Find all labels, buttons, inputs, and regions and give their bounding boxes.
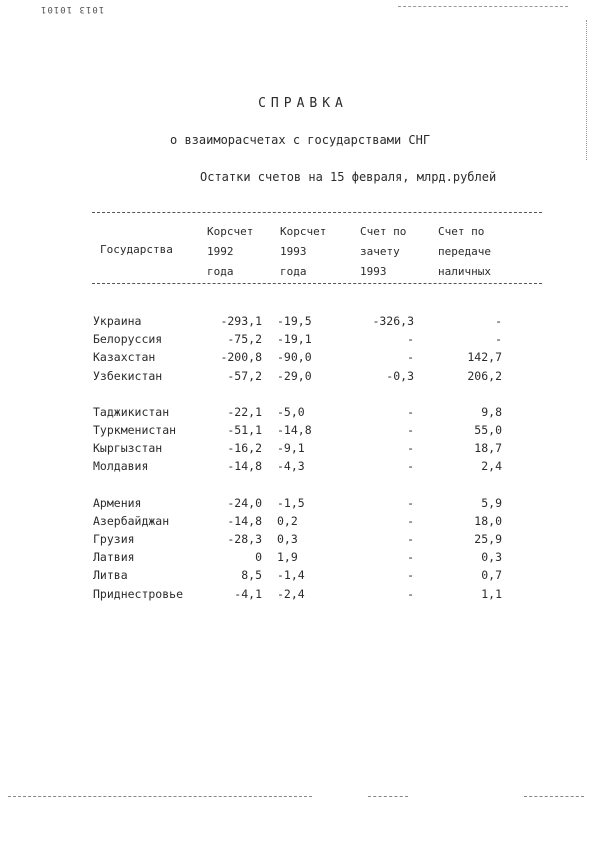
document-title: СПРАВКА [258,96,348,111]
corr-1992-value: -200,8 [220,350,262,365]
cash-transfer-value: 55,0 [474,423,502,437]
cash-transfer-value: 9,8 [481,404,502,419]
top-right-dashed-mark [398,6,568,7]
table-row [0,423,596,441]
corr-1993-value: 0,2 [277,513,298,528]
credit-1993-value: - [407,513,414,528]
document-subtitle: о взаиморасчетах с государствами СНГ [170,133,431,147]
cash-transfer-value: 142,7 [467,350,502,365]
state-name: Таджикистан [93,404,170,419]
cash-transfer-value: 18,0 [474,513,502,528]
corr-1992-value: -57,2 [227,368,262,383]
corr-1992-value: -14,8 [227,513,262,528]
corr-1993-value: -1,4 [277,568,305,583]
corr-1993-value: -29,0 [277,368,312,383]
state-name: Латвия [93,550,135,565]
state-name: Туркменистан [93,423,177,437]
cash-transfer-value: 0,7 [481,568,502,583]
credit-1993-value: - [407,459,414,474]
corr-1992-value: -24,0 [227,495,262,510]
corr-1993-value: -4,3 [277,459,305,474]
cash-transfer-value: - [495,332,502,347]
table-row [0,587,596,605]
table-row [0,459,596,477]
state-name: Литва [93,568,128,583]
table-row [0,496,596,514]
state-name: Армения [93,495,142,510]
footer-dashed-line [524,796,584,797]
state-name: Молдавия [93,459,149,474]
corr-1993-value: -2,4 [277,586,305,601]
corr-1993-value: -1,5 [277,495,305,510]
credit-1993-value: - [407,423,414,437]
credit-1993-value: -0,3 [386,368,414,383]
table-row [0,514,596,532]
corr-1993-value: 1,9 [277,550,298,565]
corr-1992-value: -51,1 [227,423,262,437]
credit-1993-value: -326,3 [372,314,414,328]
table-row [0,332,596,350]
table-row [0,441,596,459]
table-row [0,369,596,387]
credit-1993-value: - [407,441,414,456]
corr-1992-value: 8,5 [241,568,262,583]
table-row [0,532,596,550]
credit-1993-value: - [407,350,414,365]
state-name: Казахстан [93,350,156,365]
footer-dashed-line [8,796,312,797]
cash-transfer-value: 206,2 [467,368,502,383]
right-edge-mark [586,20,588,160]
footer-dashed-line [368,796,408,797]
state-name: Украина [93,314,142,328]
column-header-corr-1992: Корсчет 1992 года [207,225,254,278]
table-row [0,550,596,568]
corr-1992-value: -28,3 [227,532,262,546]
corr-1993-value: -19,5 [277,314,312,328]
cash-transfer-value: - [495,314,502,328]
column-header-cash-transfer: Счет по передаче наличных [438,225,491,278]
state-name: Азербайджан [93,513,170,528]
credit-1993-value: - [407,404,414,419]
corr-1993-value: 0,3 [277,532,298,546]
balance-date-note: Остатки счетов на 15 февраля, млрд.рублей [200,170,497,184]
corr-1993-value: -9,1 [277,441,305,456]
column-header-corr-1993: Корсчет 1993 года [280,225,327,278]
column-header-credit-1993: Счет по зачету 1993 [360,225,407,278]
table-row [0,314,596,332]
corr-1992-value: -293,1 [220,314,262,328]
cash-transfer-value: 1,1 [481,586,502,601]
corr-1992-value: -75,2 [227,332,262,347]
credit-1993-value: - [407,550,414,565]
table-header-rule [92,283,542,284]
archive-stamp: 1013 10101 [40,4,105,14]
cash-transfer-value: 18,7 [474,441,502,456]
state-name: Узбекистан [93,368,163,383]
credit-1993-value: - [407,586,414,601]
corr-1992-value: -14,8 [227,459,262,474]
table-row [0,405,596,423]
cash-transfer-value: 2,4 [481,459,502,474]
table-row [0,568,596,586]
state-name: Приднестровье [93,586,184,601]
corr-1992-value: -22,1 [227,404,262,419]
cash-transfer-value: 5,9 [481,495,502,510]
cash-transfer-value: 25,9 [474,532,502,546]
table-row [0,350,596,368]
corr-1993-value: -90,0 [277,350,312,365]
corr-1993-value: -19,1 [277,332,312,347]
corr-1993-value: -14,8 [277,423,312,437]
state-name: Белоруссия [93,332,163,347]
cash-transfer-value: 0,3 [481,550,502,565]
table-top-rule [92,212,542,213]
credit-1993-value: - [407,568,414,583]
credit-1993-value: - [407,532,414,546]
state-name: Грузия [93,532,135,546]
state-name: Кыргызстан [93,441,163,456]
credit-1993-value: - [407,332,414,347]
corr-1993-value: -5,0 [277,404,305,419]
column-header-state: Государства [100,243,173,256]
credit-1993-value: - [407,495,414,510]
corr-1992-value: -16,2 [227,441,262,456]
corr-1992-value: 0 [255,550,262,565]
corr-1992-value: -4,1 [234,586,262,601]
